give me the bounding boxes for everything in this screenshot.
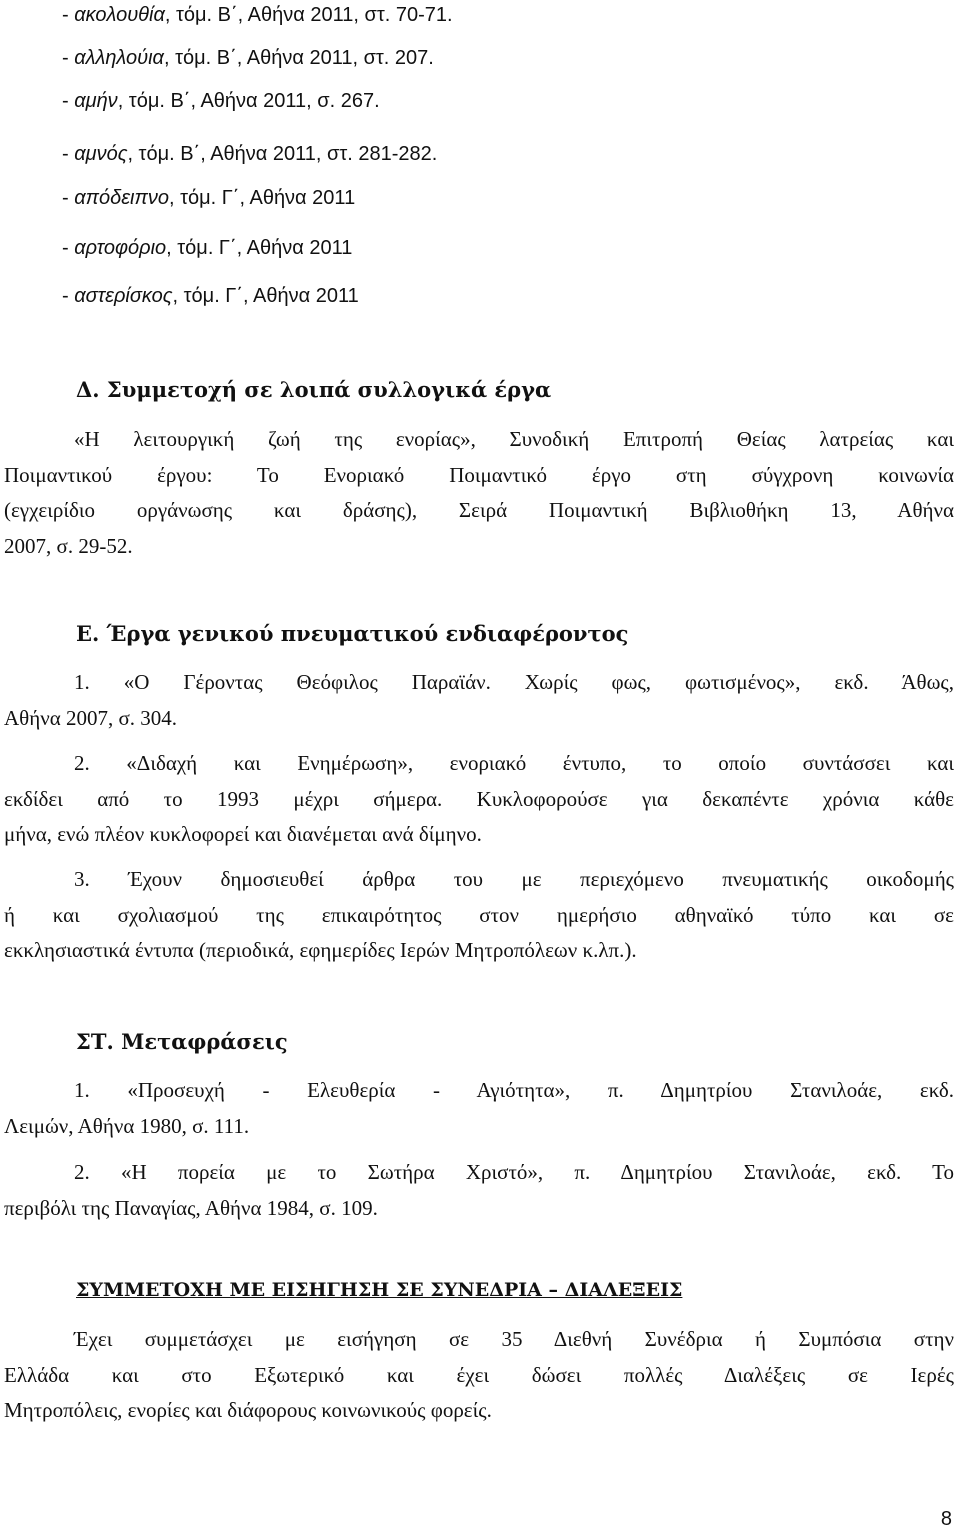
paragraph-line: Ποιμαντικού έργου: Το Ενοριακό Ποιμαντικό έργο στη σύγχρονη κοινωνία <box>4 462 954 487</box>
section-heading-e: Ε. Έργα γενικού πνευματικού ενδιαφέροντος <box>76 621 629 646</box>
paragraph-line: 2. «Διδαχή και Ενημέρωση», ενοριακό έντυπο, το οποίο συντάσσει και <box>74 751 954 775</box>
paragraph-line: Έχει συμμετάσχει με εισήγηση σε 35 Διεθνή Συνέδρια ή Συμπόσια στην <box>74 1327 954 1351</box>
section-heading-d: Δ. Συμμετοχή σε λοιπά συλλογικά έργα <box>76 377 552 402</box>
section-e-item-3 <box>4 862 954 969</box>
section-d-paragraph <box>4 422 954 564</box>
list-item: - ακολουθία, τόμ. Β΄, Αθήνα 2011, στ. 70-71. <box>62 4 453 26</box>
paragraph-line: Ελλάδα και στο Εξωτερικό και έχει δώσει πολλές Διαλέξεις σε Ιερές <box>4 1362 954 1387</box>
section-e-item-1 <box>4 665 954 736</box>
section-st-item-2 <box>4 1155 954 1226</box>
paragraph-line: 3. Έχουν δημοσιευθεί άρθρα του με περιεχόμενο πνευματικής οικοδομής <box>74 867 954 891</box>
section-e-item-2 <box>4 746 954 853</box>
section-heading-st: ΣΤ. Μεταφράσεις <box>76 1029 288 1054</box>
section-st-item-1 <box>4 1073 954 1144</box>
paragraph-line: περιβόλι της Παναγίας, Αθήνα 1984, σ. 109. <box>4 1195 378 1220</box>
paragraph-line: 1. «Ο Γέροντας Θεόφιλος Παραϊάν. Χωρίς φως, φωτισμένος», εκδ. Άθως, <box>74 670 954 694</box>
paragraph-line: μήνα, ενώ πλέον κυκλοφορεί και διανέμεται ανά δίμηνο. <box>4 822 482 846</box>
paragraph-line: «Η λειτουργική ζωή της ενορίας», Συνοδική Επιτροπή Θείας λατρείας και <box>74 427 954 451</box>
paragraph-line: Λειμών, Αθήνα 1980, σ. 111. <box>4 1113 250 1138</box>
section-heading-conferences: ΣΥΜΜΕΤΟΧΗ ΜΕ ΕΙΣΗΓΗΣΗ ΣΕ ΣΥΝΕΔΡΙΑ – ΔΙΑΛΕΞΕΙΣ <box>76 1279 683 1301</box>
list-item: - απόδειπνο, τόμ. Γ΄, Αθήνα 2011 <box>62 187 356 209</box>
list-item: - αμνός, τόμ. Β΄, Αθήνα 2011, στ. 281-282. <box>62 143 438 165</box>
conferences-paragraph <box>4 1322 954 1429</box>
list-item: - αλληλούια, τόμ. Β΄, Αθήνα 2011, στ. 207. <box>62 47 434 69</box>
paragraph-line: Αθήνα 2007, σ. 304. <box>4 705 178 730</box>
list-item: - αμήν, τόμ. Β΄, Αθήνα 2011, σ. 267. <box>62 90 380 112</box>
paragraph-line: εκδίδει από το 1993 μέχρι σήμερα. Κυκλοφορούσε για δεκαπέντε χρόνια κάθε <box>4 786 954 811</box>
list-item: - αρτοφόριο, τόμ. Γ΄, Αθήνα 2011 <box>62 237 353 259</box>
paragraph-line: Μητροπόλεις, ενορίες και διάφορους κοινωνικούς φορείς. <box>4 1398 492 1422</box>
paragraph-line: εκκλησιαστικά έντυπα (περιοδικά, εφημερίδες Ιερών Μητροπόλεων κ.λπ.). <box>4 938 637 962</box>
paragraph-line: ή και σχολιασμού της επικαιρότητος στον ημερήσιο αθηναϊκό τύπο και σε <box>4 902 954 927</box>
paragraph-line: 2007, σ. 29-52. <box>4 533 133 558</box>
paragraph-line: 1. «Προσευχή - Ελευθερία - Αγιότητα», π. Δημητρίου Στανιλοάε, εκδ. <box>74 1078 954 1102</box>
paragraph-line: 2. «Η πορεία με το Σωτήρα Χριστό», π. Δημητρίου Στανιλοάε, εκδ. Το <box>74 1160 954 1184</box>
list-item: - αστερίσκος, τόμ. Γ΄, Αθήνα 2011 <box>62 285 359 307</box>
paragraph-line: (εγχειρίδιο οργάνωσης και δράσης), Σειρά Ποιμαντική Βιβλιοθήκη 13, Αθήνα <box>4 498 954 522</box>
page-number: 8 <box>940 1508 952 1530</box>
